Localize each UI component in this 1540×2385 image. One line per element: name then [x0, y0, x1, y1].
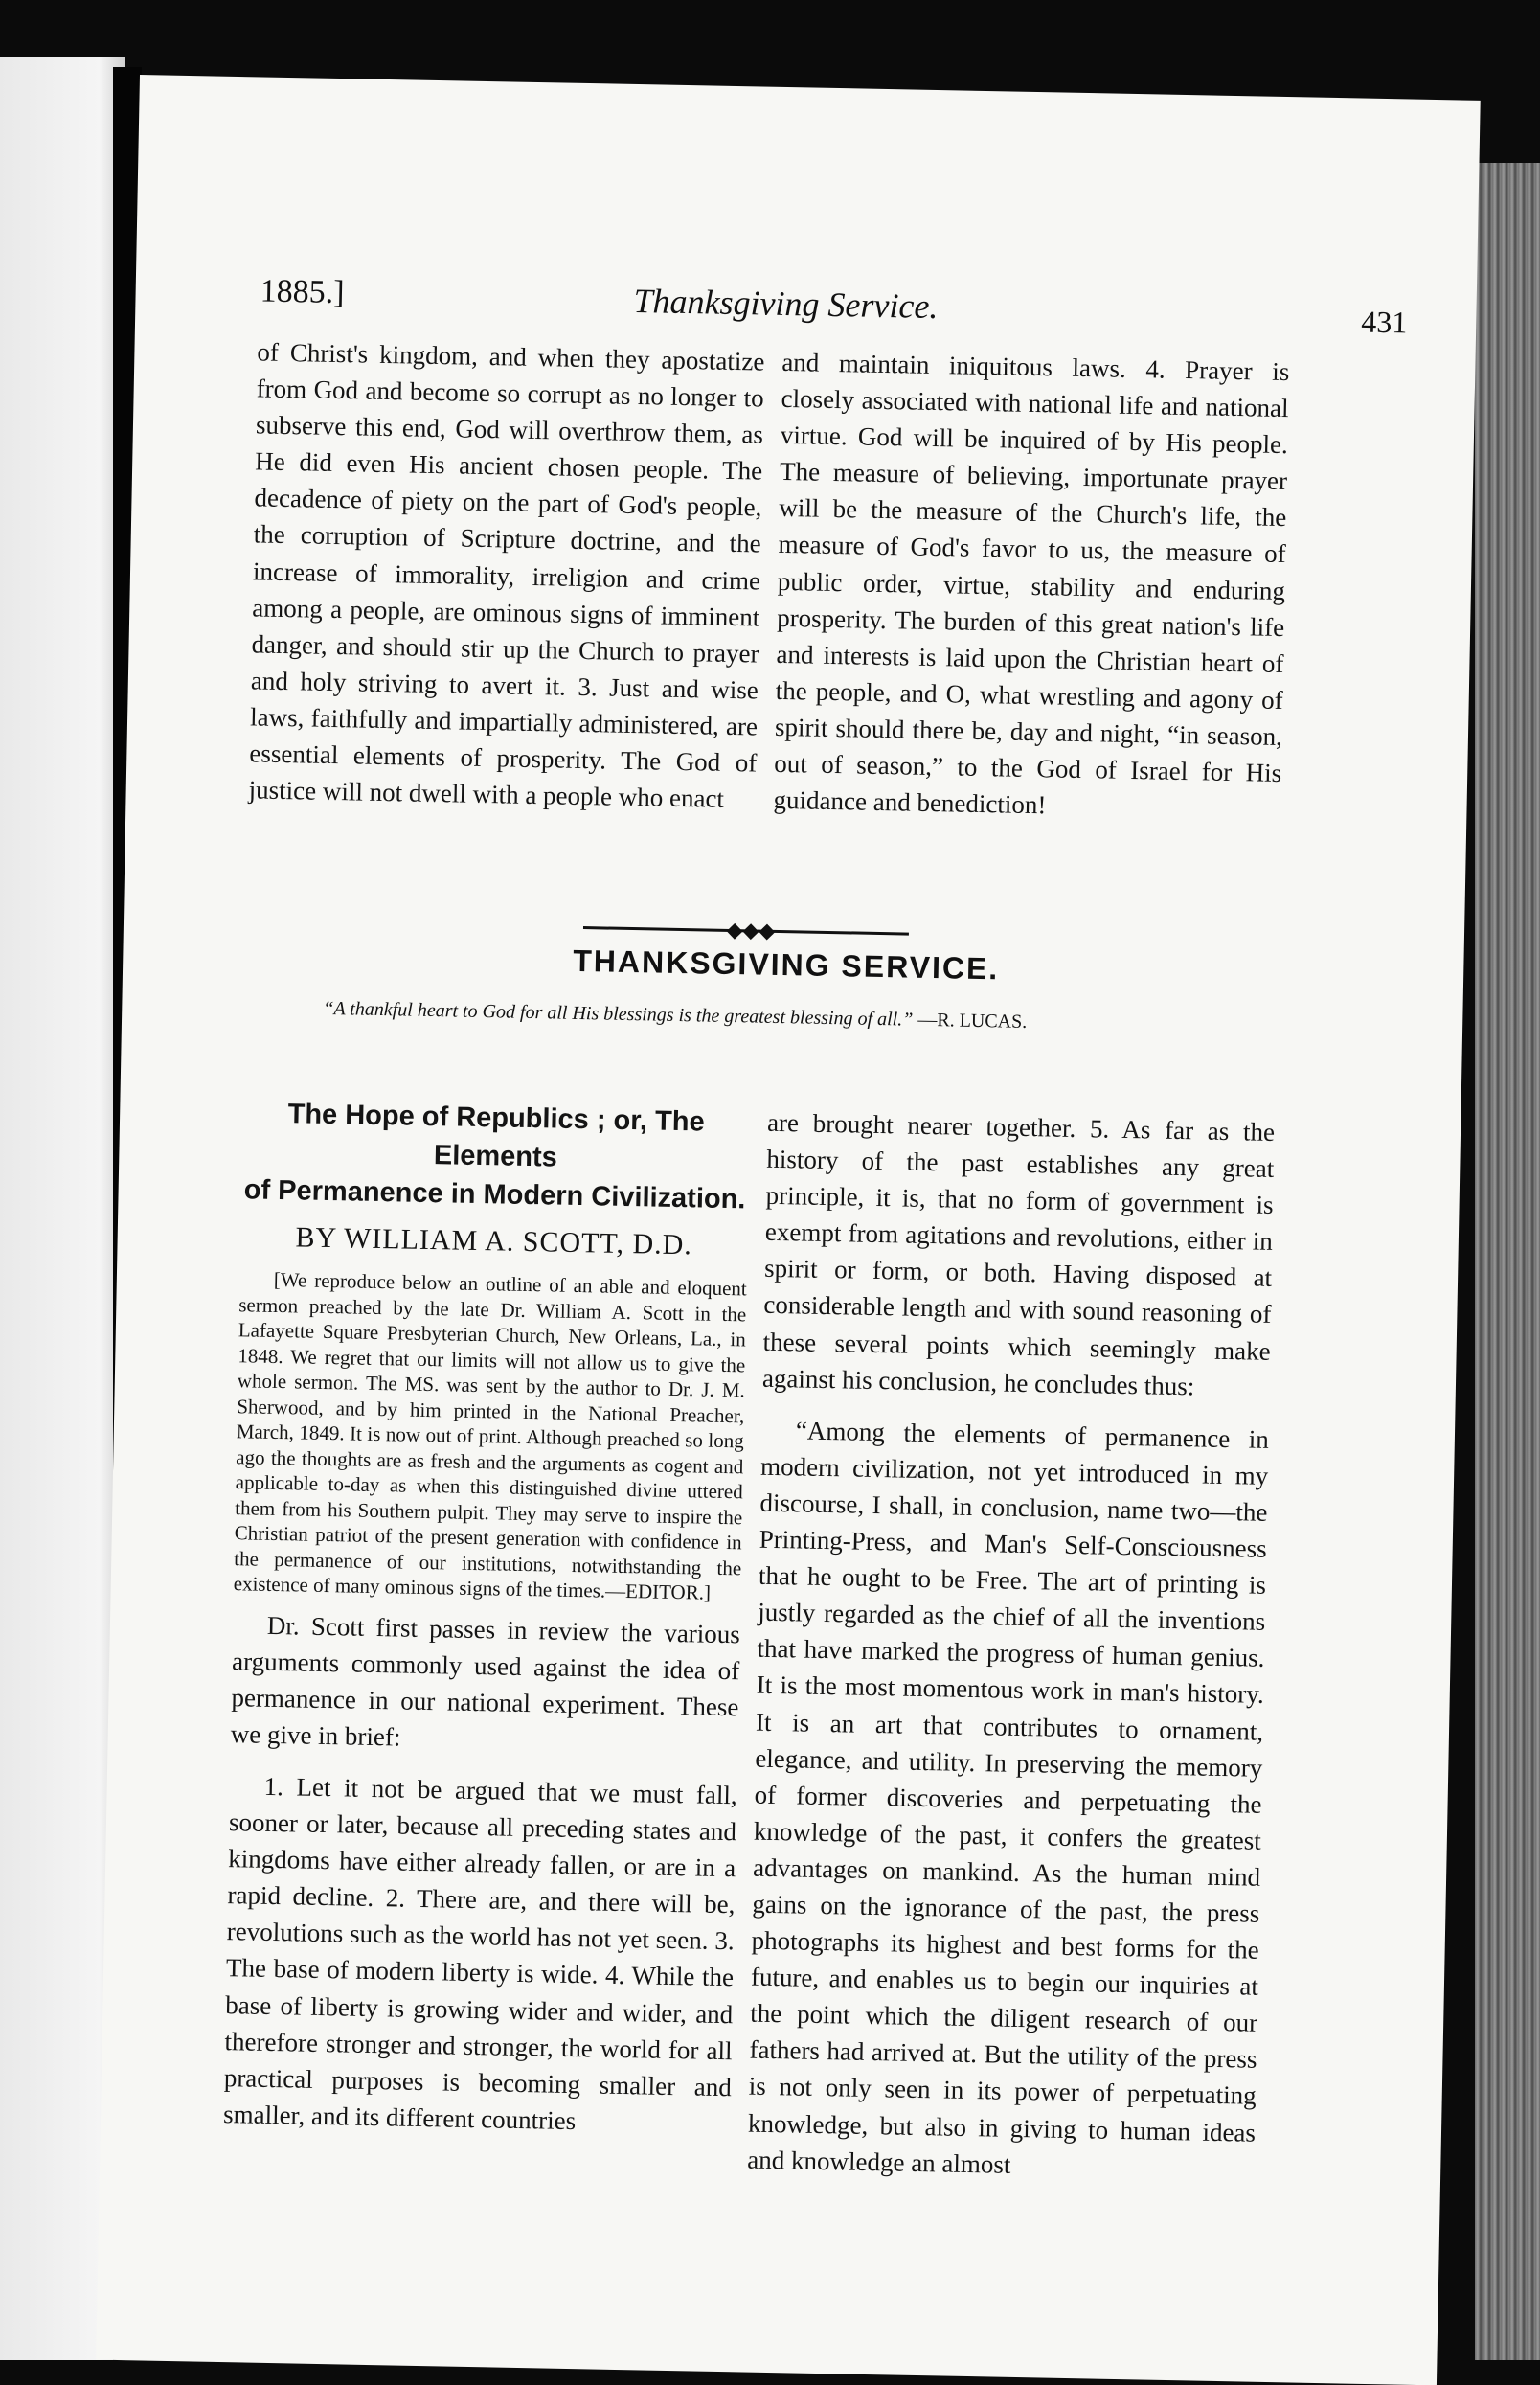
running-head-year: 1885.] — [260, 273, 345, 311]
book-page — [96, 75, 1481, 2385]
lower-left-paragraph-2: 1. Let it not be argued that we must fall, sooner or later, because all preceding states and kingdoms have either already fallen, or are in a rapid decline. 2. There are, and there will be, revolutions such as the world has not yet seen. 3. The base of modern liberty is wide. 4. While the base of liberty is growing wider and wider, and therefore stronger and stronger, the world for all practical purposes is becoming smaller and smaller, and its different countries — [222, 1771, 737, 2135]
epigraph-quote: “A thankful heart to God for all His blessings is the greatest blessing of all.” — [323, 997, 914, 1031]
editor-note: [We reproduce below an outline of an able and eloquent sermon preached by the late Dr. William A. Scott in the Lafayette Square Presbyterian Church, New Orleans, La., in 1848. We regret that our limits will not allow us to give the whole sermon. The MS. was sent by the author to Dr. J. M. Sherwood, and by him printed in the National Preacher, March, 1849. It is now out of print. Although preached so long ago the thoughts are as fresh and the arguments as cogent and applicable to-day as when this distinguished divine uttered them from his Southern pulpit. They may serve to inspire the Christian patriot of the present generation with confidence in the permanence of our institutions, notwithstanding the existence of many ominous signs of the times.—EDITOR.] — [233, 1268, 748, 1604]
divider-ornament: ◆◆◆ — [726, 917, 776, 943]
article-title-line-2: of Permanence in Modern Civilization. — [243, 1174, 746, 1215]
article-byline: BY WILLIAM A. SCOTT, D.D. — [295, 1221, 693, 1261]
page-stack-edge — [1475, 163, 1540, 2360]
lower-left-paragraph-1: Dr. Scott first passes in review the various arguments commonly used against the idea of permanence in our national experiment. These we give in brief: — [230, 1610, 741, 1752]
section-title: THANKSGIVING SERVICE. — [572, 943, 1000, 987]
epigraph — [323, 998, 1376, 1040]
lower-left-column — [223, 1094, 751, 2142]
upper-left-text: of Christ's kingdom, and when they apostatize from God and become so corrupt as no longer to subserve this end, God will overthrow them, as He did even His ancient chosen people. The decadence of piety on the part of God's people, the corruption of Scripture doctrine, and the increase of immorality, irreligion and crime among a people, are ominous signs of imminent danger, and should stir up the Church to prayer and holy striving to avert it. 3. Just and wise laws, faithfully and impartially administered, are essential elements of prosperity. The God of justice will not dwell with a people who enact — [248, 337, 765, 813]
epigraph-attribution: —R. LUCAS. — [917, 1009, 1028, 1033]
upper-right-text: and maintain iniquitous laws. 4. Prayer is closely associated with national life and national virtue. God will be inquired of by His people. The measure of believing, importunate prayer will be the measure of the Church's life, the measure of God's favor to us, the measure of public order, virtue, stability and enduring prosperity. The burden of this great nation's life and interests is laid upon the Christian heart of the people, and O, what wrestling and agony of spirit should there be, day and night, “in season, out of season,” to the God of Israel for His guidance and benediction! — [773, 347, 1290, 820]
page-number: 431 — [1360, 304, 1408, 340]
upper-left-column — [248, 333, 764, 817]
running-head-title: Thanksgiving Service. — [633, 281, 939, 327]
lower-right-paragraph-1: are brought nearer together. 5. As far as the history of the past establishes any great principle, it is, that no form of government is exempt from agitations and revolutions, either in spirit or form, or both. Having disposed at considerable length and with sound reasoning of these several points which seemingly make against his conclusion, he concludes thus: — [761, 1107, 1276, 1401]
lower-right-column — [747, 1104, 1275, 2188]
lower-right-paragraph-2: “Among the elements of permanence in modern civilization, not yet introduced in my discourse, I shall, in conclusion, name two—the Printing-Press, and Man's Self-Consciousness that he ought to be Free. The art of printing is justly regarded as the chief of all the inventions that have marked the progress of human genius. It is the most momentous work in man's history. It is an art that contributes to ornament, elegance, and utility. In preserving the memory of former discoveries and perpetuating the knowledge of the past, it confers the greatest advantages on mankind. As the human mind gains on the ignorance of the past, the press photographs its highest and best forms for the future, and enables us to begin our inquiries at the point which the diligent research of our fathers had arrived at. But the utility of the press is not only seen in its power of perpetuating knowledge, but also in giving to human ideas and knowledge an almost — [747, 1416, 1270, 2179]
upper-right-column — [773, 344, 1289, 828]
article-title-line-1: The Hope of Republics ; or, The Elements — [287, 1099, 705, 1173]
